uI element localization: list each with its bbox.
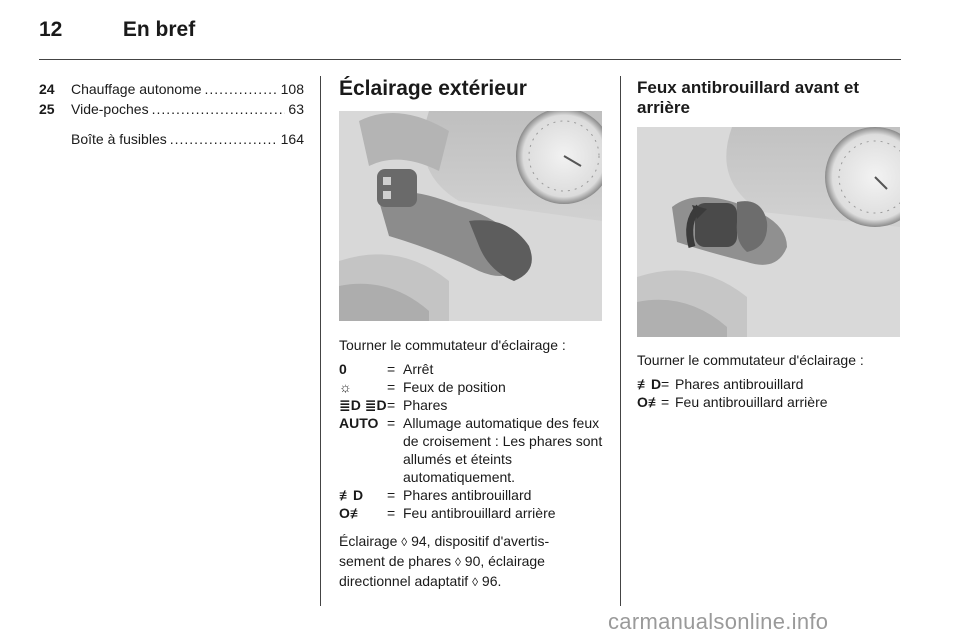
equals: = (661, 376, 670, 392)
equals: = (387, 505, 396, 521)
column-divider-1 (320, 76, 321, 606)
section-title: Éclairage extérieur (339, 77, 527, 100)
toc-label: Vide-poches (71, 101, 149, 117)
page-number: 12 (39, 18, 63, 41)
symbol-description: Phares (403, 397, 448, 413)
symbol-row (339, 378, 604, 396)
toc-label: Boîte à fusibles (71, 131, 167, 147)
equals: = (661, 394, 670, 410)
toc-row (39, 129, 304, 149)
ref-line (339, 572, 605, 592)
symbol-description: Phares antibrouillard (675, 376, 804, 392)
symbol-row (339, 486, 604, 504)
header-divider (39, 59, 901, 60)
symbol-description: Phares antibrouillard (403, 487, 532, 503)
position-lights-icon: ☼ (339, 379, 352, 395)
ref-page[interactable]: 94, dispositif d'avertis- (411, 533, 550, 549)
symbol-description: Allumage automatique des feux de croisement : Les phares sont allumés et éteints automatiquement. (403, 415, 603, 485)
ref-line (339, 532, 605, 552)
toc-row (39, 99, 304, 119)
toc-page: 63 (288, 101, 304, 117)
equals: = (387, 487, 396, 503)
page-title: En bref (122, 18, 196, 41)
symbol-row (339, 414, 604, 486)
watermark: carmanualsonline.info (608, 609, 829, 634)
ref-text: Éclairage (339, 533, 398, 549)
symbol-description: Feu antibrouillard arrière (675, 394, 828, 410)
rear-fog-icon: O≢ (339, 505, 364, 521)
toc-number: 24 (39, 81, 55, 97)
equals: = (387, 415, 396, 431)
symbol-description: Feux de position (403, 379, 506, 395)
auto-light-icon: AUTO (339, 415, 379, 431)
cross-references (339, 532, 605, 592)
symbol-description: Feu antibrouillard arrière (403, 505, 556, 521)
ref-text: directionnel adaptatif (339, 573, 469, 589)
front-fog-icon: ≢D (637, 376, 662, 392)
equals: = (387, 361, 396, 377)
headlights-icon: ≣D ≣D (339, 397, 387, 413)
toc-page: 164 (280, 131, 304, 147)
equals: = (387, 397, 396, 413)
fog-symbol-list (637, 375, 903, 411)
reference-arrow-icon: ◊ (454, 555, 461, 569)
light-switch-photo (339, 111, 602, 321)
symbol-row (637, 375, 903, 393)
toc-label: Chauffage autonome (71, 81, 202, 97)
symbol-row (339, 504, 604, 522)
symbol-row (339, 360, 604, 378)
rear-fog-icon: O≢ (637, 394, 662, 410)
exterior-symbol-list (339, 360, 604, 522)
toc-row (39, 79, 304, 99)
toc-leader (152, 99, 286, 119)
toc-column (39, 79, 304, 149)
ref-line (339, 552, 605, 572)
toc-leader (205, 79, 278, 99)
ref-text: sement de phares (339, 553, 452, 569)
section-title: Feux antibrouillard avant et arrière (637, 78, 859, 117)
ref-page[interactable]: 96. (481, 573, 502, 589)
equals: = (387, 379, 396, 395)
toc-leader (170, 129, 278, 149)
symbol-row (637, 393, 903, 411)
reference-arrow-icon: ◊ (472, 575, 479, 589)
exterior-intro: Tourner le commutateur d'éclairage : (339, 337, 566, 353)
ref-page[interactable]: 90, éclairage (464, 553, 545, 569)
column-divider-2 (620, 76, 621, 606)
symbol-row (339, 396, 604, 414)
page-header (39, 18, 195, 42)
symbol-description: Arrêt (403, 361, 434, 377)
off-icon: 0 (339, 361, 347, 377)
toc-page: 108 (280, 81, 304, 97)
reference-arrow-icon: ◊ (401, 535, 408, 549)
fog-switch-photo (637, 127, 900, 337)
toc-number: 25 (39, 101, 55, 117)
fog-lights-section (637, 76, 903, 118)
exterior-lighting-section (339, 76, 604, 102)
front-fog-icon: ≢D (339, 487, 364, 503)
fog-intro: Tourner le commutateur d'éclairage : (637, 352, 864, 368)
